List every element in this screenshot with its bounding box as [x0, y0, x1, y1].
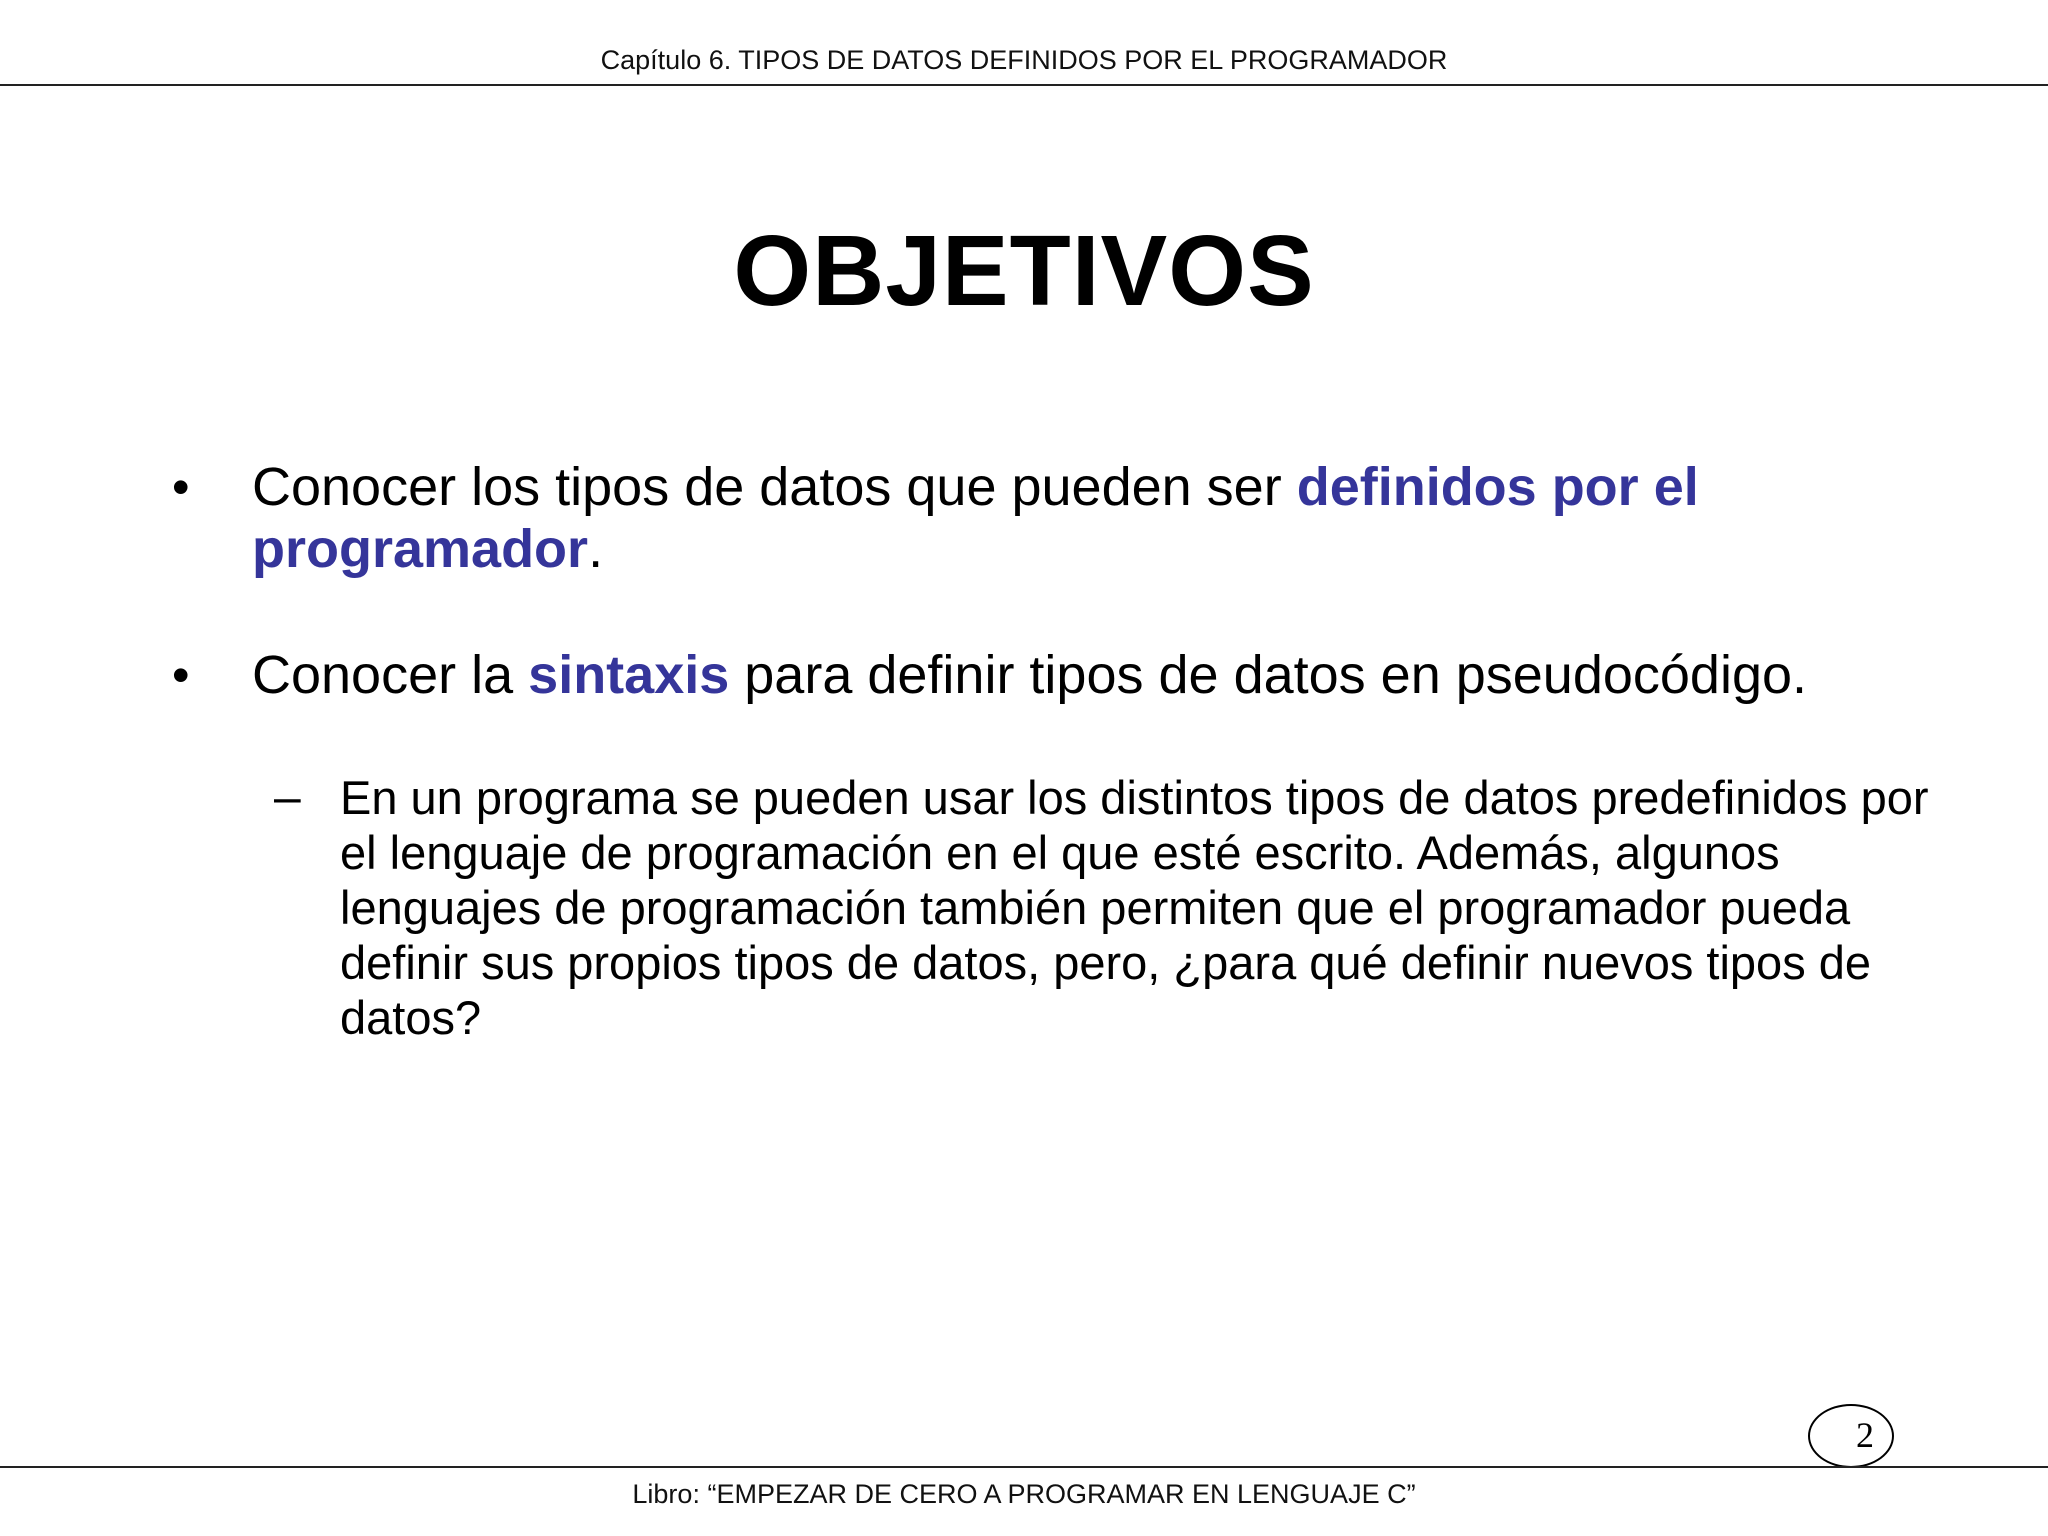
bullet-text-plain: Conocer los tipos de datos que pueden ser: [252, 457, 1297, 517]
bullet-marker: •: [172, 459, 190, 515]
bullet-text-plain: .: [588, 519, 604, 579]
slide-title: OBJETIVOS: [733, 215, 1315, 327]
bullet-text: [252, 456, 1972, 580]
page-number: 2: [1856, 1415, 1874, 1455]
page-number-badge: [1808, 1404, 1894, 1468]
header-divider: [0, 84, 2048, 86]
bullet-marker: •: [172, 647, 190, 703]
bullet-text: [252, 644, 1972, 706]
sub-bullet-text: En un programa se pueden usar los distintos tipos de datos predefinidos por el lenguaje de programación en el que esté escrito. Además, algunos lenguajes de programación también permiten que el programador pueda definir sus propios tipos de datos, pero, ¿para qué definir nuevos tipos de datos?: [340, 771, 1929, 1044]
sub-bullet-marker: –: [274, 771, 301, 824]
footer-divider: [0, 1466, 2048, 1468]
bullet-highlight: sintaxis: [528, 645, 730, 705]
bullet-text-plain: Conocer la: [252, 645, 529, 705]
bullet-highlight: definidos por el programador: [252, 457, 1699, 579]
page-header: Capítulo 6. TIPOS DE DATOS DEFINIDOS POR EL PROGRAMADOR: [600, 45, 1448, 75]
page-footer: Libro: “EMPEZAR DE CERO A PROGRAMAR EN LENGUAJE C”: [632, 1479, 1416, 1509]
bullet-text-plain: para definir tipos de datos en pseudocódigo.: [729, 645, 1808, 705]
